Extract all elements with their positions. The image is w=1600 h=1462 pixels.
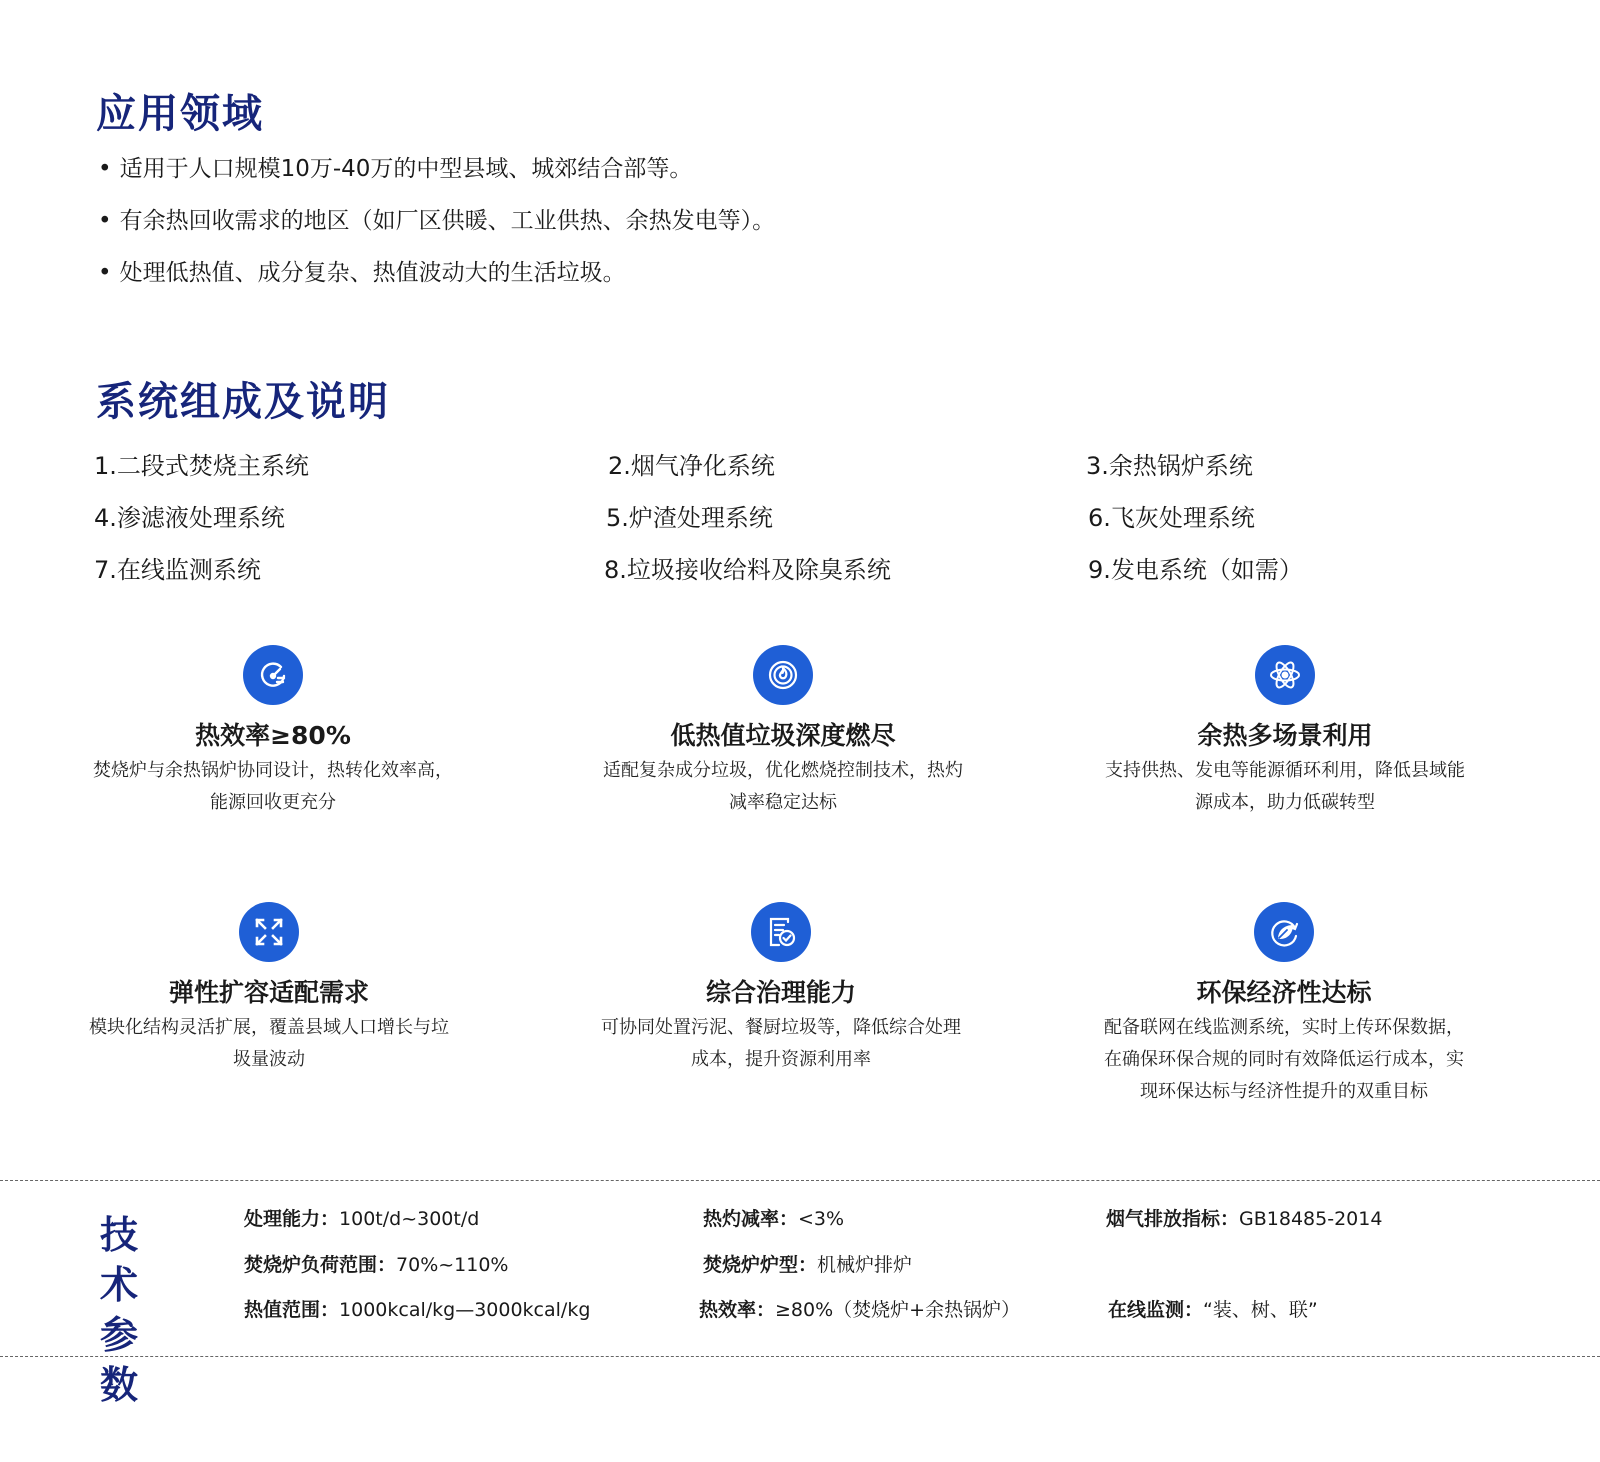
feature-description: 焚烧炉与余热锅炉协同设计，热转化效率高，能源回收更充分 xyxy=(93,760,453,813)
system-item-2: 2.烟气净化系统 xyxy=(608,452,775,480)
feature-title: 热效率≥80% xyxy=(195,721,351,750)
system-item-9: 9.发电系统（如需） xyxy=(1088,556,1303,584)
expand-icon xyxy=(239,902,299,962)
document-check-icon xyxy=(751,902,811,962)
system-item-4: 4.渗滤液处理系统 xyxy=(94,504,285,532)
bullet-item: • 有余热回收需求的地区（如厂区供暖、工业供热、余热发电等）。 xyxy=(98,208,775,235)
section-title-application: 应用领域 xyxy=(96,91,264,137)
feature-title: 余热多场景利用 xyxy=(1197,721,1373,750)
application-bullet-list xyxy=(98,156,775,312)
spec-item: 热值范围：1000kcal/kg—3000kcal/kg xyxy=(244,1299,591,1321)
feature-title: 低热值垃圾深度燃尽 xyxy=(670,721,896,750)
feature-description: 适配复杂成分垃圾，优化燃烧控制技术，热灼减率稳定达标 xyxy=(603,760,963,813)
gauge-icon xyxy=(243,645,303,705)
feature-card-waste-heat-reuse xyxy=(1095,645,1475,819)
system-item-7: 7.在线监测系统 xyxy=(94,556,261,584)
fire-target-icon xyxy=(753,645,813,705)
divider-bottom xyxy=(0,1356,1600,1357)
feature-card-deep-burnout xyxy=(593,645,973,819)
feature-description: 可协同处置污泥、餐厨垃圾等，降低综合处理成本，提升资源利用率 xyxy=(601,1017,961,1070)
feature-description: 模块化结构灵活扩展，覆盖县域人口增长与垃圾量波动 xyxy=(89,1017,449,1070)
specs-title: 技 术 参 数 xyxy=(100,1213,153,1407)
spec-item: 热效率：≥80%（焚烧炉+余热锅炉） xyxy=(699,1299,1021,1321)
spec-item: 热灼减率：<3% xyxy=(703,1208,845,1230)
spec-item: 焚烧炉炉型：机械炉排炉 xyxy=(703,1254,913,1276)
bullet-item: • 处理低热值、成分复杂、热值波动大的生活垃圾。 xyxy=(98,260,775,287)
feature-card-eco-economy xyxy=(1094,902,1474,1108)
spec-item: 焚烧炉负荷范围：70%~110% xyxy=(244,1254,509,1276)
spec-item: 烟气排放指标：GB18485-2014 xyxy=(1106,1208,1383,1230)
spec-item: 在线监测：“装、树、联” xyxy=(1108,1299,1318,1321)
system-item-5: 5.炉渣处理系统 xyxy=(606,504,773,532)
feature-title: 综合治理能力 xyxy=(705,978,856,1007)
atom-icon xyxy=(1255,645,1315,705)
feature-card-comprehensive-treatment xyxy=(591,902,971,1076)
feature-card-thermal-efficiency xyxy=(83,645,463,819)
spec-item: 处理能力：100t/d~300t/d xyxy=(244,1208,480,1230)
divider-top xyxy=(0,1180,1600,1181)
system-item-1: 1.二段式焚烧主系统 xyxy=(94,452,309,480)
section-title-system: 系统组成及说明 xyxy=(96,379,390,425)
system-item-8: 8.垃圾接收给料及除臭系统 xyxy=(604,556,891,584)
feature-description: 配备联网在线监测系统，实时上传环保数据，在确保环保合规的同时有效降低运行成本，实现环保达标与经济性提升的双重目标 xyxy=(1104,1017,1464,1102)
feature-title: 弹性扩容适配需求 xyxy=(168,978,369,1007)
eco-leaf-icon xyxy=(1254,902,1314,962)
feature-description: 支持供热、发电等能源循环利用，降低县域能源成本，助力低碳转型 xyxy=(1105,760,1465,813)
system-item-6: 6.飞灰处理系统 xyxy=(1088,504,1255,532)
bullet-item: • 适用于人口规模10万-40万的中型县域、城郊结合部等。 xyxy=(98,156,775,183)
system-item-3: 3.余热锅炉系统 xyxy=(1086,452,1253,480)
feature-card-elastic-expansion xyxy=(79,902,459,1076)
feature-title: 环保经济性达标 xyxy=(1196,978,1372,1007)
